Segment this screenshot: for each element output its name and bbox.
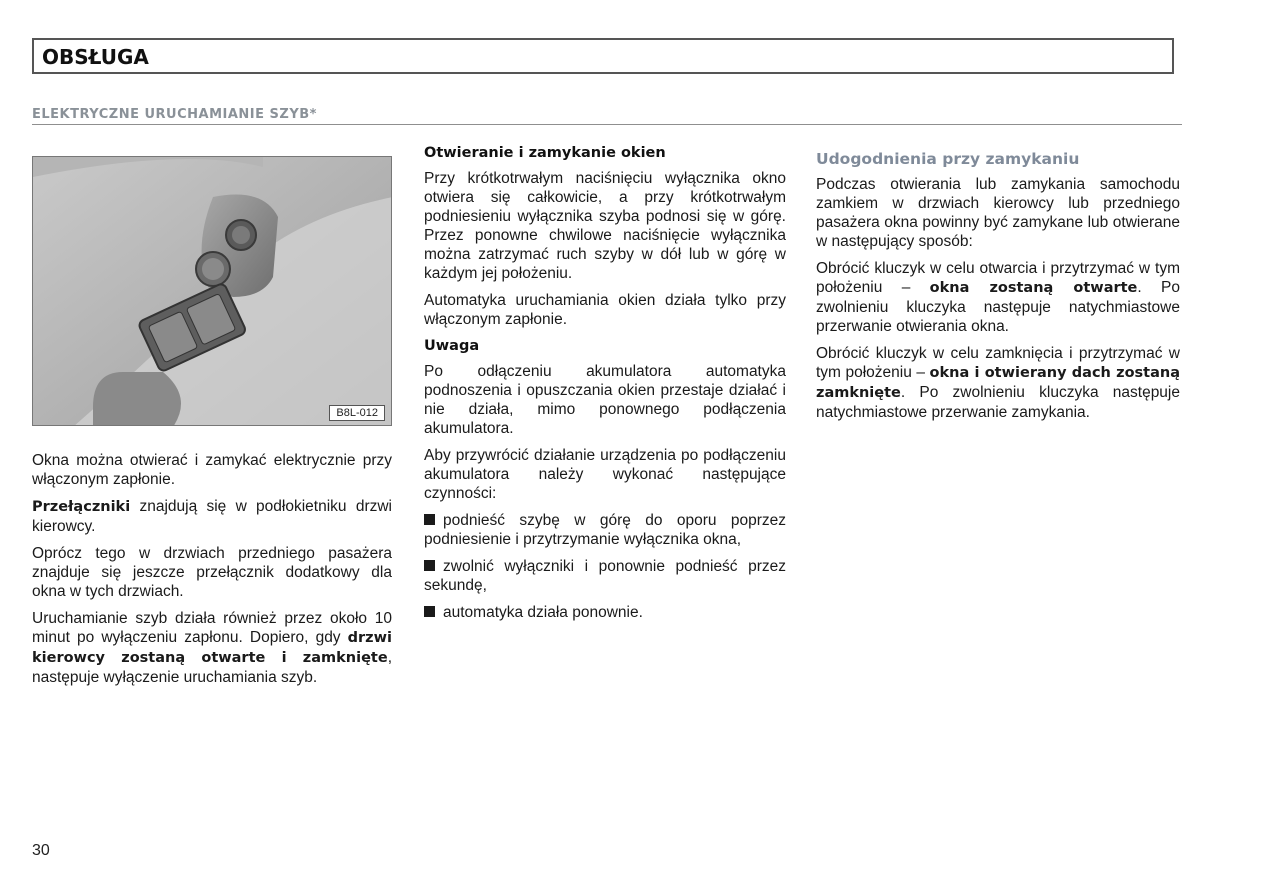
paragraph: Po odłączeniu akumulatora automatyka podnoszenia i opuszczania okien przestaje działać i nie działa, mimo ponownego podłączenia akumulatora.: [424, 363, 786, 437]
paragraph: [816, 344, 1180, 422]
paragraph-text: Obrócić kluczyk w celu otwarcia i przytrzymać w tym położeniu –: [816, 260, 1180, 296]
bullet-text: zwolnić wyłączniki i ponownie podnieść przez sekundę,: [424, 558, 786, 594]
paragraph-text: , następuje wyłączenie uruchamiania szyb.: [32, 649, 392, 686]
paragraph: [32, 497, 392, 536]
paragraph-text: znajdują się w podłokietniku drzwi kierowcy.: [32, 498, 392, 535]
bullet-text: automatyka działa ponownie.: [443, 604, 643, 621]
bold-term: Przełączniki: [32, 499, 131, 515]
bullet-item: [424, 557, 786, 595]
chapter-title: OBSŁUGA: [42, 45, 149, 69]
paragraph-text: Uruchamianie szyb działa również przez około 10 minut po wyłączeniu zapłonu. Dopiero, gdy: [32, 610, 392, 646]
section-title: ELEKTRYCZNE URUCHAMIANIE SZYB*: [32, 107, 317, 122]
bold-term: okna i otwierany dach zostaną zamknięte: [816, 365, 1180, 401]
subheading: Otwieranie i zamykanie okien: [424, 145, 666, 161]
bullet-square-icon: [424, 514, 435, 525]
paragraph: Podczas otwierania lub zamykania samochodu zamkiem w drzwiach kierowcy lub przedniego pasażera okna powinny być zamykane lub otwierane w następujący sposób:: [816, 176, 1180, 250]
bold-term: drzwi kierowcy zostaną otwarte i zamknięte: [32, 630, 392, 666]
bullet-item: [424, 603, 786, 622]
paragraph: Aby przywrócić działanie urządzenia po podłączeniu akumulatora należy wykonać następujące czynności:: [424, 447, 786, 502]
chapter-header-box: [32, 38, 1174, 74]
bold-term: okna zostaną otwarte: [929, 280, 1138, 296]
paragraph: Okna można otwierać i zamykać elektrycznie przy włączonym zapłonie.: [32, 452, 392, 488]
bullet-square-icon: [424, 606, 435, 617]
window-switch-figure: [32, 156, 392, 426]
paragraph: Automatyka uruchamiania okien działa tylko przy włączonym zapłonie.: [424, 292, 786, 328]
column-right: [816, 150, 1180, 430]
paragraph: Przy krótkotrwałym naciśnięciu wyłącznika okno otwiera się całkowicie, a przy krótkotrwałym podniesieniu wyłącznika szyba podnosi się w górę. Przez ponowne chwilowe naciśnięcie wyłącznika można zatrzymać ruch szyby w dół lub w górę w każdym jej położeniu.: [424, 170, 786, 282]
paragraph-text: . Po zwolnieniu kluczyka następuje natychmiastowe przerwanie otwierania okna.: [816, 279, 1181, 335]
bullet-item: [424, 511, 786, 549]
page-number: 30: [32, 842, 50, 859]
door-panel-illustration: [33, 157, 392, 426]
paragraph: Oprócz tego w drzwiach przedniego pasażera znajduje się jeszcze przełącznik dodatkowy dla okna w tych drzwiach.: [32, 545, 392, 600]
subheading: Udogodnienia przy zamykaniu: [816, 150, 1080, 168]
paragraph: [816, 259, 1180, 336]
column-middle: [424, 144, 786, 630]
bullet-square-icon: [424, 560, 435, 571]
note-heading: Uwaga: [424, 338, 480, 354]
paragraph-text: . Po zwolnieniu kluczyka następuje natychmiastowe przerwanie zamykania.: [816, 384, 1180, 421]
column-left: [32, 451, 392, 695]
paragraph: [32, 609, 392, 687]
bullet-text: podnieść szybę w górę do oporu poprzez podniesienie i przytrzymanie wyłącznika okna,: [424, 512, 786, 548]
figure-code-label: B8L-012: [329, 405, 385, 421]
paragraph-text: Obrócić kluczyk w celu zamknięcia i przytrzymać w tym położeniu –: [816, 345, 1180, 381]
section-divider: [32, 124, 1182, 125]
